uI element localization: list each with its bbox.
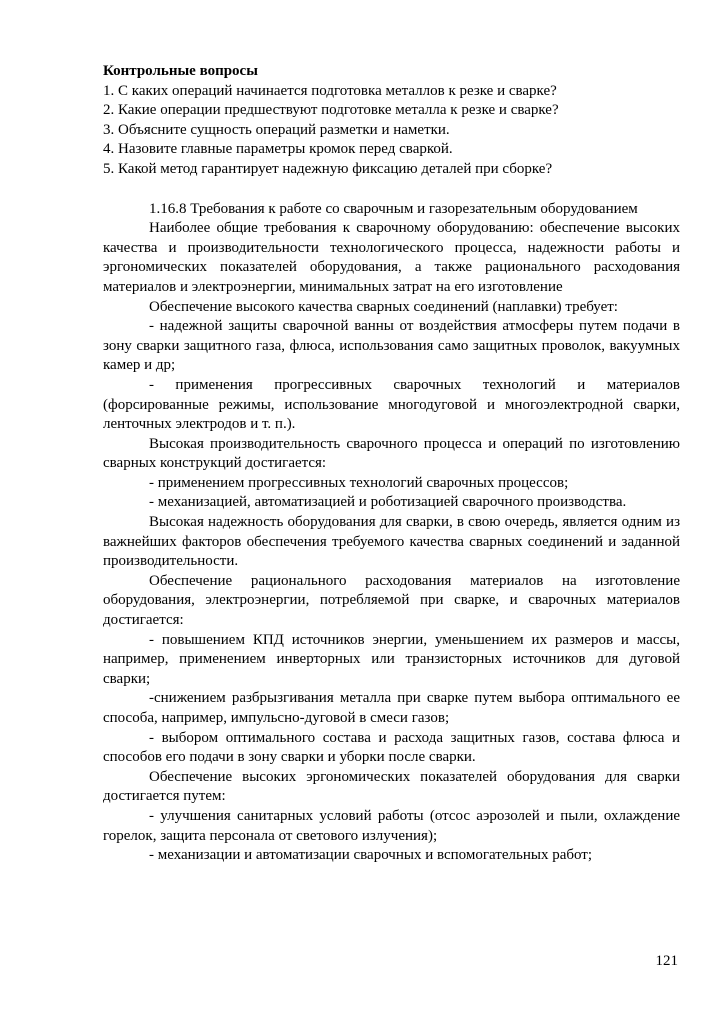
body-paragraph: - улучшения санитарных условий работы (отсос аэрозолей и пыли, охлаждение горелок, защита персонала от светового излучения); xyxy=(103,807,680,844)
body-paragraph: - применения прогрессивных сварочных технологий и материалов (форсированные режимы, использование многодуговой и многоэлектродной сварки, ленточных электродов и т. п.). xyxy=(103,376,680,433)
body-paragraph: -снижением разбрызгивания металла при сварке путем выбора оптимального ее способа, например, импульсно-дуговой в смеси газов; xyxy=(103,690,680,726)
question-item: 4. Назовите главные параметры кромок перед сваркой. xyxy=(103,141,453,158)
body-paragraph: Наиболее общие требования к сварочному оборудованию: обеспечение высоких качества и производительности технологического процесса, надежности работы и эргономических показателей оборудования, а также рационального расходования материалов и электроэнергии, минимальных затрат на его изготовление xyxy=(103,220,680,295)
body-paragraph: Высокая надежность оборудования для сварки, в свою очередь, является одним из важнейших факторов обеспечения требуемого качества сварных соединений и заданной производительности. xyxy=(103,514,680,570)
body-paragraph: Обеспечение высоких эргономических показателей оборудования для сварки достигается путем: xyxy=(103,768,680,805)
question-item: 2. Какие операции предшествуют подготовке металла к резке и сварке? xyxy=(103,102,559,119)
page-number: 121 xyxy=(655,953,678,969)
body-paragraph: - механизации и автоматизации сварочных и вспомогательных работ; xyxy=(149,847,593,864)
question-item: 5. Какой метод гарантирует надежную фиксацию деталей при сборке? xyxy=(103,160,553,177)
body-paragraph: - применением прогрессивных технологий сварочных процессов; xyxy=(149,474,569,491)
body-paragraph: Обеспечение высокого качества сварных соединений (наплавки) требует: xyxy=(149,298,618,315)
question-item: 1. С каких операций начинается подготовка металлов к резке и сварке? xyxy=(103,82,557,99)
questions-heading: Контрольные вопросы xyxy=(103,63,258,79)
question-item: 3. Объясните сущность операций разметки и наметки. xyxy=(103,121,450,138)
body-paragraph: - повышением КПД источников энергии, уменьшением их размеров и массы, например, применением инверторных или транзисторных источников для дуговой сварки; xyxy=(103,631,680,687)
body-paragraph: - выбором оптимального состава и расхода защитных газов, состава флюса и способов его подачи в зону сварки и уборки после сварки. xyxy=(103,729,680,766)
body-paragraph: Высокая производительность сварочного процесса и операций по изготовлению сварных конструкций достигается: xyxy=(103,435,680,472)
body-paragraph: Обеспечение рационального расходования материалов на изготовление оборудования, электроэнергии, потребляемой при сварке, и сварочных материалов достигается: xyxy=(103,572,680,629)
section-title: 1.16.8 Требования к работе со сварочным и газорезательным оборудованием xyxy=(149,200,638,217)
body-paragraph: - надежной защиты сварочной ванны от воздействия атмосферы путем подачи в зону сварки защитного газа, флюса, использования само защитных проволок, вакуумных камер и др; xyxy=(103,318,680,374)
body-paragraph: - механизацией, автоматизацией и роботизацией сварочного производства. xyxy=(149,494,627,511)
